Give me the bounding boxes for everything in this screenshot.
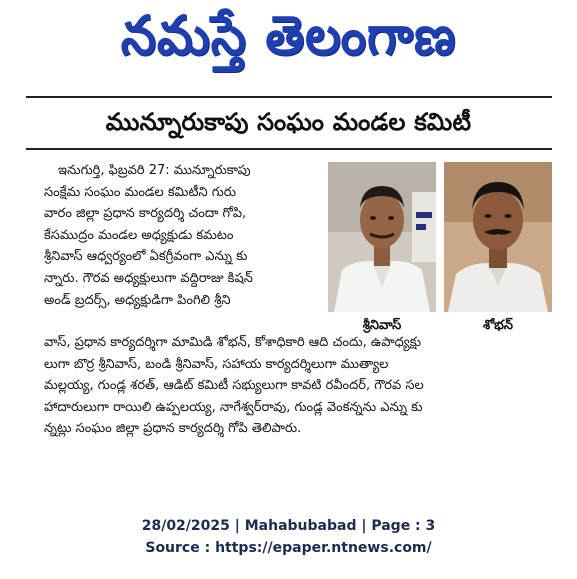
article-line: లుగా బొర్ర శ్రీనివాస్, బండి శ్రీనివాస్, సహాయ కార్యదర్శిలుగా ముత్యాల	[44, 356, 389, 372]
article-line: న్నట్లు సంఘం జిల్లా ప్రధాన కార్యదర్శి గోపి తెలిపారు.	[44, 421, 302, 437]
photo-srinivas	[328, 162, 436, 312]
article-line: మల్లయ్య, గుండ్ల శరత్, ఆడిట్ కమిటీ సభ్యులుగా కావటి రవీందర్, గౌరవ సల	[44, 378, 424, 394]
article-line: శ్రీనివాస్ ఆధ్వర్యంలో ఏకగ్రీవంగా ఎన్ను కు	[44, 249, 248, 265]
article-line: న్నారు. గౌరవ అధ్యక్షులుగా వద్దిరాజు కిషన్	[44, 270, 253, 286]
caption-srinivas: శ్రీనివాస్	[362, 318, 402, 333]
article-line: సంక్షేమ సంఘం మండల కమిటీని గురు	[44, 184, 237, 200]
masthead-title: నమస్తే తెలంగాణ	[120, 3, 457, 67]
portrait-srinivas-image	[328, 162, 436, 312]
article-line: అండ్ బ్రదర్స్, అధ్యక్షుడిగా పింగిలి శ్రీని	[44, 292, 231, 308]
article-text-top	[44, 160, 312, 311]
photo-shobhan	[444, 162, 552, 312]
caption-shobhan: శోభన్	[482, 318, 514, 333]
article-line: వారం జిల్లా ప్రధాన కార్యదర్శి చందా గోపి,	[44, 206, 247, 222]
article-line: హాదారులుగా రాయిలి ఉప్పలయ్య, నాగేశ్వర్‌రావు, గుండ్ల వెంకన్నను ఎన్ను కు	[44, 399, 423, 415]
article-line: వాస్, ప్రధాన కార్యదర్శిగా మామిడి శోభన్, కోశాధికారి ఆది చందు, ఉపాధ్యక్షు	[44, 335, 421, 350]
footer-date-edition: 28/02/2025 | Mahabubabad | Page : 3	[141, 518, 436, 534]
portrait-shobhan-image	[444, 162, 552, 312]
masthead	[0, 0, 577, 84]
headline: మున్నూరుకాపు సంఘం మండల కమిటీ	[105, 108, 472, 136]
headline-bottom-rule	[26, 148, 552, 150]
article-line: ఇనుగుర్తి, ఫిబ్రవరి 27: మున్నూరుకాపు	[58, 163, 251, 178]
article-text-bottom	[44, 332, 562, 440]
headline-top-rule	[26, 96, 552, 98]
article-line: కేసముద్రం మండల అధ్యక్షుడు కమటం	[44, 227, 234, 243]
footer-source-link[interactable]: Source : https://epaper.ntnews.com/	[145, 540, 432, 556]
